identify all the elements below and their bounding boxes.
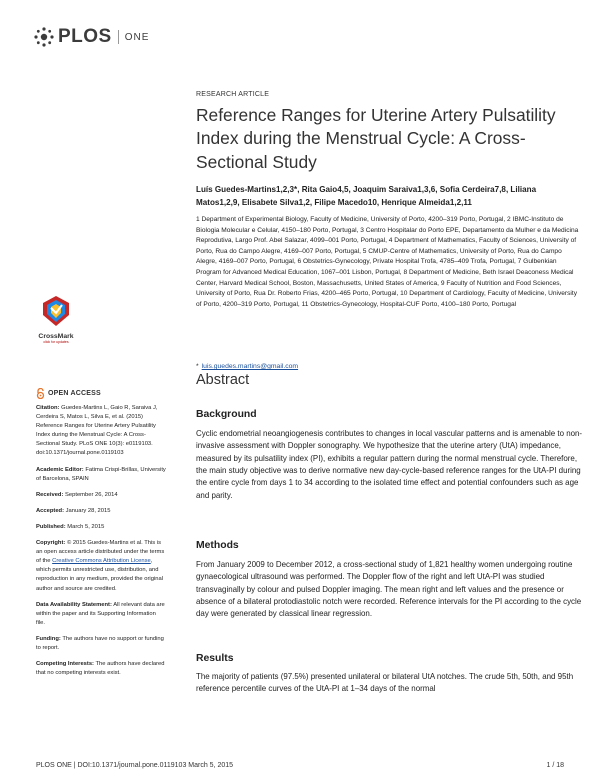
funding-text: The authors have no support or funding to report.: [36, 635, 164, 651]
funding-label: Funding:: [36, 635, 61, 642]
editor-label: Academic Editor:: [36, 466, 84, 473]
published-block: [36, 523, 166, 532]
crossmark-badge[interactable]: [36, 295, 76, 344]
logo-one-text: ONE: [124, 31, 150, 43]
published-label: Published:: [36, 523, 66, 530]
methods-heading: Methods: [196, 540, 239, 551]
logo-plos-text: PLOS: [58, 26, 112, 47]
accepted-date: January 28, 2015: [65, 507, 111, 514]
received-label: Received:: [36, 491, 64, 498]
footer-citation: PLOS ONE | DOI:10.1371/journal.pone.0119103 March 5, 2015: [36, 762, 234, 769]
open-access-badge: [36, 388, 166, 399]
background-heading: Background: [196, 409, 257, 420]
open-lock-icon: [36, 388, 45, 399]
funding-block: [36, 635, 166, 653]
article-title: Reference Ranges for Uterine Artery Pulsatility Index during the Menstrual Cycle: A Cross-Sectional Study: [196, 105, 556, 172]
crossmark-label: CrossMark: [38, 333, 74, 340]
license-link[interactable]: Creative Commons Attribution License: [52, 558, 151, 565]
copyright-text: © 2015 Guedes-Martins et al. This is an open access article distributed under the terms of the: [36, 540, 165, 565]
received-block: [36, 491, 166, 500]
editor-block: [36, 466, 166, 484]
data-availability-text: All relevant data are within the paper and its Supporting Information file.: [36, 601, 165, 626]
results-paragraph: The majority of patients (97.5%) presented unilateral or bilateral UtA notches. The crude 5th, 50th, and 95th reference percentile curves of the UtA-PI at 1–34 days of the normal: [196, 672, 574, 694]
crossmark-sub: click for updates: [43, 340, 69, 344]
competing-interests-block: [36, 660, 166, 678]
page-number: 1 / 18: [546, 762, 564, 769]
plos-logo-icon: [33, 26, 55, 48]
article-sidebar: [36, 388, 166, 685]
plos-one-logo[interactable]: [33, 26, 149, 48]
email-link[interactable]: luis.guedes.martins@gmail.com: [201, 363, 299, 370]
copyright-label: Copyright:: [36, 540, 66, 547]
citation-text: Guedes-Martins L, Gaio R, Saraiva J, Cerdeira S, Matos L, Silva E, et al. (2015) Reference Ranges for Uterine Artery Pulsatility Index during the Menstrual Cycle: A Cross-Sectional Study. PLoS ONE 10(3): e0119103. doi:10.1371/journal.pone.0119103: [36, 405, 158, 457]
logo-divider: [118, 30, 119, 44]
published-date: March 5, 2015: [67, 523, 105, 530]
abstract-heading: Abstract: [196, 372, 250, 388]
corresponding-marker: *: [196, 363, 199, 370]
competing-interests-text: The authors have declared that no competing interests exist.: [36, 661, 165, 677]
received-date: September 26, 2014: [65, 491, 118, 498]
author-list: Luís Guedes-Martins1,2,3*, Rita Gaio4,5, Joaquim Saraiva1,3,6, Sofia Cerdeira7,8, Liliana Matos1,2,9, Elisabete Silva1,2, Filipe Macedo10, Henrique Almeida1,2,11: [196, 185, 537, 207]
results-heading: Results: [196, 653, 234, 664]
corresponding-email: [196, 363, 298, 370]
citation-block: [36, 404, 166, 459]
copyright-text-end: , which permits unrestricted use, distribution, and reproduction in any medium, provided the original author and source are credited.: [36, 558, 163, 592]
open-access-label: OPEN ACCESS: [48, 390, 101, 397]
methods-paragraph: From January 2009 to December 2012, a cross-sectional study of 1,821 healthy women undergoing routine gynaecological ultrasound was performed. The Doppler flow of the right and left UtA-PI was studied transvaginally by colour and pulsed Doppler imaging. The mean right and left values and the presence or absence of a bilateral protodiastolic notch were recorded. Reference intervals for the PI according to the cycle day were generated by classical linear regression.: [196, 560, 582, 619]
article-type: RESEARCH ARTICLE: [196, 91, 270, 98]
data-availability-label: Data Availability Statement:: [36, 601, 112, 608]
accepted-block: [36, 507, 166, 516]
accepted-label: Accepted:: [36, 507, 65, 514]
competing-interests-label: Competing Interests:: [36, 661, 94, 668]
background-paragraph: Cyclic endometrial neoangiogenesis contributes to changes in local vascular patterns and is amenable to non-invasive assessment with Doppler sonography. We hypothesize that the uterine artery (UtA) impedance, measured by its pulsatility index (PI), exhibits a regular pattern during the normal menstrual cycle. Therefore, the main study objective was to derive normative new day-cycle-based reference ranges for the UtA-PI during the entire cycle from days 1 to 34 according to the isolated time effect and potential confounders such as age and parity.: [196, 429, 583, 500]
citation-label: Citation:: [36, 405, 60, 411]
editor-text: Fatima Crispi-Brillas, University of Barcelona, SPAIN: [36, 466, 166, 482]
copyright-block: [36, 539, 166, 594]
data-availability-block: [36, 601, 166, 628]
affiliation-list: 1 Department of Experimental Biology, Faculty of Medicine, University of Porto, 4200–319 Porto, Portugal, 2 IBMC-Instituto de Biologia Molecular e Celular, 4150–180 Porto, Portugal, 3 Centro Hospitalar do Porto EPE, Departamento da Mulher e da Medicina Reprodutiva, Largo Prof. Abel Salazar, 4099–001 Porto, Portugal, 4 Department of Mathematics, Faculty of Sciences, University of Porto, Rua do Campo Alegre, 4169–007 Porto, Portugal, 5 CMUP-Centre of Mathematics, University of Porto, Rua do Campo Alegre, 4169–007 Porto, Portugal, 6 Obstetrics-Gynecology, Private Hospital Trofa, 4785–409 Trofa, Portugal, 7 Gulbenkian Program for Advanced Medical Education, 1067–001 Lisbon, Portugal, 8 Department of Medicine, Beth Israel Deaconess Medical Center, Harvard Medical School, Boston, Massachusetts, United States of America, 9 Faculty of Nutrition and Food Sciences, University of Porto, Rua Dr. Roberto Frias, 4200–465 Porto, Portugal, 10 Department of Cardiology, Faculty of Medicine, University of Porto, 4200–319 Porto, Portugal, 11 Obstetrics-Gynecology, Hospital-CUF Porto, 4100–180 Porto, Portugal: [196, 216, 579, 308]
crossmark-icon: [41, 295, 71, 327]
